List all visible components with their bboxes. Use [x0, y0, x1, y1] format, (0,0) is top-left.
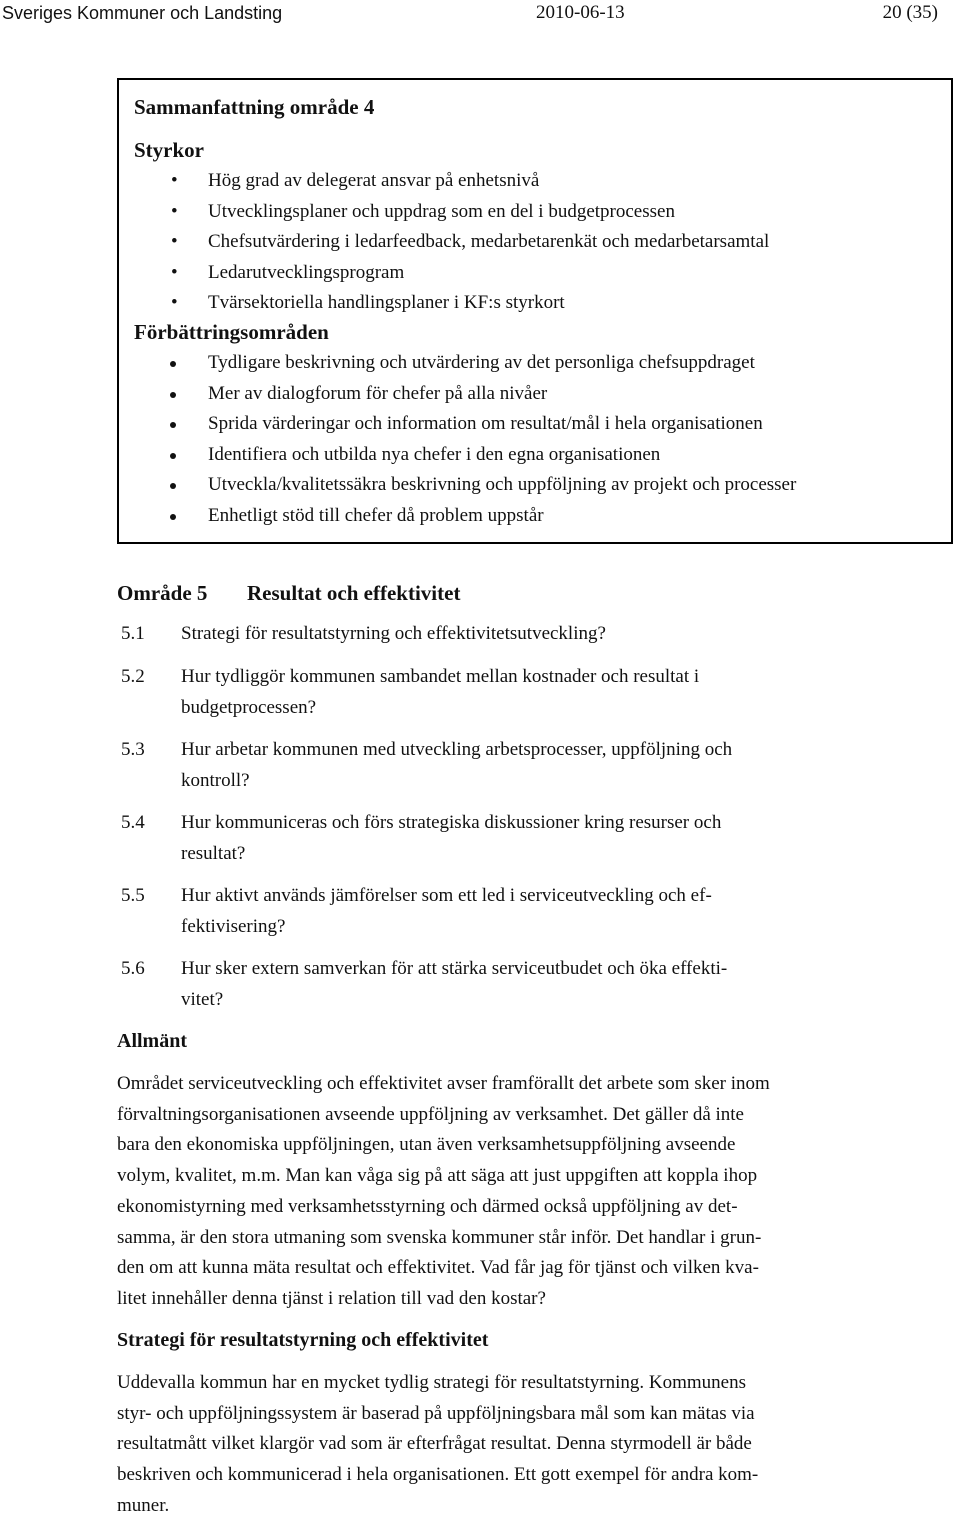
list-item: Identifiera och utbilda nya chefer i den egna organisationen — [134, 440, 934, 471]
bullet-icon — [170, 422, 176, 428]
bullet-icon: • — [171, 292, 178, 313]
general-heading: Allmänt — [117, 1030, 187, 1052]
strengths-list — [134, 166, 934, 319]
list-item: • Ledarutvecklingsprogram — [134, 258, 934, 289]
question-number: 5.2 — [121, 666, 145, 687]
question-number: 5.4 — [121, 812, 145, 833]
question-item: 5.2 Hur tydliggör kommunen sambandet mellan kostnader och resultat i budgetprocessen? — [117, 661, 847, 723]
section-title: Resultat och effektivitet — [247, 581, 461, 605]
bullet-icon: • — [171, 231, 178, 252]
bullet-icon — [170, 361, 176, 367]
strengths-title: Styrkor — [134, 138, 204, 162]
list-item: • Chefsutvärdering i ledarfeedback, medarbetarenkät och medarbetarsamtal — [134, 227, 934, 258]
bullet-icon — [170, 514, 176, 520]
section-heading — [117, 578, 460, 608]
question-item: 5.3 Hur arbetar kommunen med utveckling arbetsprocesser, uppföljning och kontroll? — [117, 734, 847, 796]
strategy-paragraph: Uddevalla kommun har en mycket tydlig strategi för resultatstyrning. Kommunens styr- och uppföljningssystem är baserad på uppföljningsbara mål som kan mätas via resultatmått vilket klargör vad som är efterfrågat resultat. Denna styrmodell är både beskriven och kommunicerad i hela organisationen. Ett gott exempel för andra kom- muner. — [117, 1372, 759, 1516]
page-header — [0, 0, 960, 26]
general-paragraph: Området serviceutveckling och effektivitet avser framförallt det arbete som sker inom förvaltningsorganisationen avseende uppföljning av verksamhet. Det gäller då inte bara den ekonomiska uppföljningen, utan även verksamhetsuppföljning avseende volym, kvalitet, m.m. Man kan våga sig på att säga att just uppgiften att koppla ihop ekonomistyrning med verksamhetsstyrning och därmed också uppföljning av det- samma, är den stora utmaning som svenska kommuner står inför. Det handlar i grun- den om att kunna mäta resultat och effektivitet. Vad får jag för tjänst och vilken kva- litet innehåller denna tjänst i relation till vad den kostar? — [117, 1073, 770, 1309]
bullet-icon: • — [171, 170, 178, 191]
list-item: Tydligare beskrivning och utvärdering av det personliga chefsuppdraget — [134, 348, 934, 379]
header-page-number: 20 (35) — [882, 2, 938, 23]
question-item: 5.6 Hur sker extern samverkan för att stärka serviceutbudet och öka effekti- vitet? — [117, 953, 847, 1015]
header-organization: Sveriges Kommuner och Landsting — [2, 3, 283, 23]
list-item: • Hög grad av delegerat ansvar på enhetsnivå — [134, 166, 934, 197]
improvements-title: Förbättringsområden — [134, 320, 329, 344]
bullet-icon — [170, 483, 176, 489]
question-item: 5.1 Strategi för resultatstyrning och effektivitetsutveckling? — [117, 618, 847, 649]
question-number: 5.6 — [121, 958, 145, 979]
summary-box — [117, 78, 953, 544]
strategy-heading: Strategi för resultatstyrning och effektivitet — [117, 1329, 489, 1351]
header-date: 2010-06-13 — [536, 2, 625, 23]
question-number: 5.3 — [121, 739, 145, 760]
improvements-list — [134, 348, 934, 531]
question-item: 5.4 Hur kommuniceras och förs strategiska diskussioner kring resurser och resultat? — [117, 807, 847, 869]
summary-title: Sammanfattning område 4 — [134, 95, 375, 119]
section-number: Område 5 — [117, 581, 208, 605]
list-item: • Tvärsektoriella handlingsplaner i KF:s styrkort — [134, 288, 934, 319]
list-item: Mer av dialogforum för chefer på alla nivåer — [134, 379, 934, 410]
list-item: • Utvecklingsplaner och uppdrag som en del i budgetprocessen — [134, 197, 934, 228]
list-item: Enhetligt stöd till chefer då problem uppstår — [134, 501, 934, 532]
question-number: 5.1 — [121, 623, 145, 644]
list-item: Sprida värderingar och information om resultat/mål i hela organisationen — [134, 409, 934, 440]
question-number: 5.5 — [121, 885, 145, 906]
bullet-icon — [170, 392, 176, 398]
question-item: 5.5 Hur aktivt används jämförelser som ett led i serviceutveckling och ef- fektivisering? — [117, 880, 847, 942]
bullet-icon: • — [171, 261, 178, 283]
list-item: Utveckla/kvalitetssäkra beskrivning och uppföljning av projekt och processer — [134, 470, 934, 501]
bullet-icon — [170, 453, 176, 459]
bullet-icon: • — [171, 200, 178, 222]
